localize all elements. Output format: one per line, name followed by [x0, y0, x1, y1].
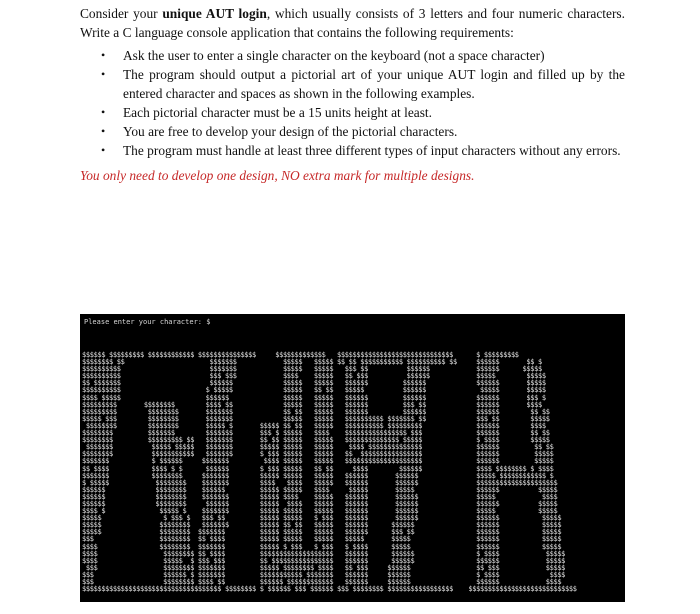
bullet-icon: •	[101, 48, 106, 62]
console-prompt: Please enter your character: $	[84, 318, 211, 326]
assignment-text	[80, 4, 625, 185]
requirement-item: • The program must handle at least three different types of input characters without any errors.	[101, 143, 621, 158]
intro-text: Consider your	[80, 6, 163, 21]
intro-paragraph	[80, 4, 625, 42]
requirement-item: • Each pictorial character must be a 15 units height at least.	[101, 105, 432, 120]
bullet-icon: •	[101, 105, 106, 119]
requirement-item: • Ask the user to enter a single character on the keyboard (not a space character)	[101, 48, 545, 63]
console-output	[80, 314, 625, 602]
bullet-icon: •	[101, 67, 106, 81]
requirements-list	[80, 46, 625, 160]
ascii-art-output: $$$$$$ $$$$$$$$$ $$$$$$$$$$$$ $$$$$$$$$$$$$$$ $$$$$$$$$$$$$ $$$$$$$$$$$$$$$$$$$$$$$$$$$$$$ $ $$$$$$$$$ $$$$$$$$ $$ $$$$$$$ $$$$$ $$$$$ $$ $$ $$$$$$$$$$$ $$$$$$$$$$ $$ $$$$$$ $$ $ $$$$$$$$$$ $$$$$$$ $$$$$ $$$$$ $$$ $$ $$$$$$ $$$$$$ $$$$$ $$$$$$$$$$ $$$ $$$ $$$$ $$$$$ $$ $$$ $$$$$$ $$$$$ $$$$$ $$ $$$$$$$ $$$$$$ $$$$$ $$$$$ $$$$$$ $$$$$$ $$$$$$ $$$$$ $$$$$$$$$$ $ $$$$$ $$$$$ $$ $$ $$$$$ $$$$$$ $$$$$ $$$$$ $$$$ $$$$$ $$$$$$ $$$$$ $$$$$ $$$$$$ $$$$$$ $$$$$$ $$$ $ $$$$$$$$$ $$$$$$$$ $$$$ $$ $$$$$ $$$$$ $$$$$$ $$$ $$ $$$$$$ $$$$ $$$$$$$$$ $$$$$$$$ $$$$$$$ $$ $$ $$$$$ $$$$$$ $$$$$$ $$$$$$ $$ $$ $$$$$ $$$ $$$$$$$$ $$$$$$$ $$$$$ $$$$$ $$$$$$$$$$ $$$$$$$ $$ $$$ $$ $$$$$ $$$$$$$$ $$$$$$$$ $$$$$ $ $$$$$ $$ $$ $$$$$ $$$$$$$$$$ $$$$$$$$$ $$$$$$ $$$$ $$$$$$$$ $$$$$$$ $$$$$$$ $$$ $ $$$$$ $$$$ $$$$$$$$$$$$$$$$ $$$ $$$$$$ $$ $$ $$$$$$$$ $$$$$$$$$ $$ $$$$$$$ $$ $$ $$$$$ $$$$$ $$$$$$$$$$$$$$ $$$$$ $ $$$$ $$$$$ $$$$$$$ $$$$$ $$$$$ $$$$$$$ $$$$$ $$$$$ $$$$$ $$$$ $$$$$$$$$$$$$$ $$$$$$ $$ $$ $$$$$$$$ $$$$$$$$$$$ $$$$$$$ $ $$$ $$$$$ $$$$$ $$ $$$$$$$$$$$$$$$$ $$$$$$ $$$$$ $$$$$$$ $ $$$$$$ $$$$$$$ $$$$ $$$$$ $$$$$ $$$$$$$$$$$$$$$$$$$$ $$$$$$ $$$$$ $$ $$$$ $$$$ $ $ $$$$$$ $ $$$ $$$$$ $$ $$ $$$$ $$$$$$ $$$$ $$$$$$$$ $ $$$$ $$$$$$$ $$$$$$$$ $$$$$$$ $$$$$ $$$$$ $$$$$ $$$$$$ $$$$$$ $$$$$ $$$$$$$$$$$$ $ $ $$$$$ $$$$$$$$ $$$$$$$ $$$$ $$$$ $$$$$ $$$$$$ $$$$$$ $$$$$$$$$$$$$$$$$$$$$ $$$$$$ $$$$$$$$ $$$$$$ $$$$$ $$$$$ $$$$ $$$$$ $$$$$ $$$$$$ $$$$$ $$$$$$ $$$$$$$$ $$$$$$$ $$$$$ $$$$ $$$$$ $$$$$$ $$$$$$ $$$$$ $$$$ $$$$$$ $$$$$$$$ $$$$$$ $$$$$ $$$$ $$$$$ $$$$$$ $$$$$$ $$$$$$ $$$$$ $$$$ $ $$$$$ $ $$$$$$$ $$$$$ $$$$$ $$$$$ $$$$$$ $$$$$$ $$$$$ $$$$$ $$$$$ $ $$$ $ $$$ $$ $$$$$ $$$$$ $ $$$ $$$$$$ $$$$$$ $$$$$$ $$$$$ $$$$$ $$$$$$$$ $$$$$$$ $$$$$ $$ $$ $$$$$ $$$$$$ $$$$$$ $$$$$$ $$$$$ $$$$$ $$$$$$$$ $$$$$$$ $$$$$ $$$$$ $$$$$ $$$$$$ $$$ $$ $$$$$$ $$$$$ $$$ $$$$$$$$ $$ $$$$ $$$$$ $$$$$ $$$$$ $$$$$ $$$$$ $$$$$$ $$$$$ $$$$ $$$$$$$$ $$$$$$$ $$$$$ $ $$$ $ $$$ $ $$$$ $$$$$ $$$$$$ $$$$$ $$$$ $$$$$$$$ $$ $$$$ $$$$$$$$$$$$$$$$$$$ $$$$$$ $$$$$$ $ $$$$ $$$$$ $$$$ $$$$$ $ $$$ $$$ $$ $$$$$$$$$$$$$$$$ $$$$$$ $$$$$$ $$$$$$ $$$$$ $$$ $$$$$$$$ $$$$$$$ $$$$$ $$$$$$$$ $$$$ $$ $$$ $$$$$$ $$ $$$ $$$$$ $$$ $$$$$$ $ $$$$$$$ $$$$$$$$$$$ $$$$$$$ $$$$$$ $$$$$$ $ $$$$ $$$$ $$$ $$$$$$$$ $$$$ $$ $$$$$$ $$$$$$$$$$$$ $$$$$$ $$$$$$ $$$$$$ $$$$ $$$$$$$$$$$$$$$$$$$$$$$$$$$$$$$$$$$$ $$$$$$$$ $ $$$$$$ $$$ $$$$$$ $$$ $$$$$$$$ $$$$$$$$$$$$$$$$$ $$$$$$$$$$$$$$$$$$$$$$$$$$$$	[82, 351, 577, 594]
requirement-item: • You are free to develop your design of the pictorial characters.	[101, 124, 458, 139]
intro-bold: unique AUT login	[162, 6, 267, 21]
bullet-icon: •	[101, 124, 106, 138]
intro-text-continued: , which usually consists of 3 letters and four numeric characters. Write a C language console application that contains the following requirements:	[80, 6, 625, 40]
note-text: You only need to develop one design, NO extra mark for multiple designs.	[80, 168, 475, 183]
requirement-item: • The program should output a pictorial art of your unique AUT login and filled up by the entered character and spaces as shown in the following examples.	[101, 67, 625, 101]
bullet-icon: •	[101, 143, 106, 157]
